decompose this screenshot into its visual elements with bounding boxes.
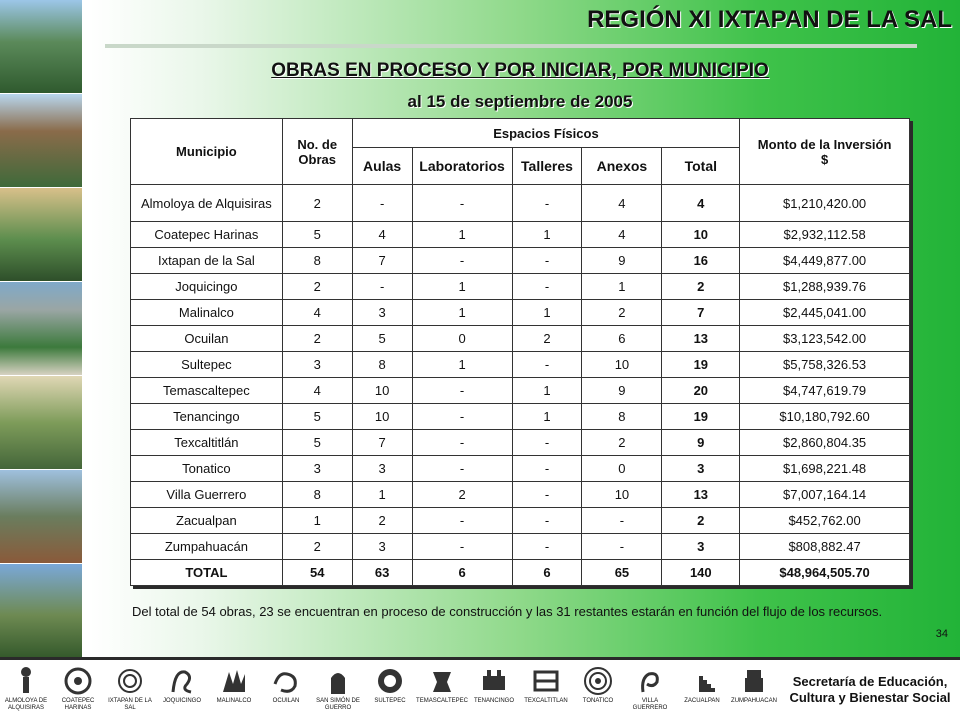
cell-laboratorios: 2: [412, 482, 512, 508]
header-anexos: Anexos: [582, 148, 662, 185]
table-row: [131, 248, 910, 274]
cell-aulas: 3: [352, 534, 412, 560]
table-row: [131, 326, 910, 352]
ixtapan-glyph-icon: [113, 664, 147, 698]
coatepec-glyph-icon: [61, 664, 95, 698]
page-title: OBRAS EN PROCESO Y POR INICIAR, POR MUNICIPIO: [271, 60, 769, 81]
cell-anexos: 1: [582, 274, 662, 300]
cell-talleres: -: [512, 430, 582, 456]
table-row: [131, 456, 910, 482]
municipality-label: SAN SIMÓN DE GUERRO: [316, 698, 360, 711]
cell-anexos: 8: [582, 404, 662, 430]
cell-municipio: Zumpahuacán: [131, 534, 283, 560]
cell-talleres: -: [512, 482, 582, 508]
cell-monto: $1,210,420.00: [740, 185, 910, 222]
secretaria-line2: Cultura y Bienestar Social: [789, 690, 951, 705]
cell-aulas: 8: [352, 352, 412, 378]
san-simon-glyph-icon: [321, 664, 355, 698]
header-laboratorios: Laboratorios: [412, 148, 512, 185]
cell-obras: 4: [282, 378, 352, 404]
cell-monto: $452,762.00: [740, 508, 910, 534]
cell-monto: $48,964,505.70: [740, 560, 910, 586]
landscape-photo: [0, 94, 82, 188]
cell-monto: $10,180,792.60: [740, 404, 910, 430]
page-number: 34: [935, 628, 948, 640]
cell-monto: $2,445,041.00: [740, 300, 910, 326]
cell-talleres: 1: [512, 222, 582, 248]
cell-obras: 3: [282, 456, 352, 482]
region-title: REGIÓN XI IXTAPAN DE LA SAL: [587, 6, 952, 33]
villa-guerrero-glyph-icon: [633, 664, 667, 698]
ocuilan-glyph-icon: [269, 664, 303, 698]
cell-laboratorios: -: [412, 508, 512, 534]
footnote: Del total de 54 obras, 23 se encuentran en proceso de construcción y las 31 restantes estarán en función del flujo de los recursos.: [132, 604, 883, 619]
cell-aulas: -: [352, 185, 412, 222]
cell-obras: 8: [282, 248, 352, 274]
cell-aulas: 4: [352, 222, 412, 248]
cell-monto: $2,860,804.35: [740, 430, 910, 456]
cell-laboratorios: -: [412, 534, 512, 560]
municipality-joquicingo[interactable]: [156, 660, 208, 720]
municipality-coatepec[interactable]: [52, 660, 104, 720]
municipality-label: OCUILAN: [272, 698, 300, 704]
zumpahuacan-glyph-icon: [737, 664, 771, 698]
cell-laboratorios: -: [412, 430, 512, 456]
cell-total: 4: [662, 185, 740, 222]
municipality-label: ZUMPAHUACAN: [731, 698, 777, 704]
cell-monto: $5,758,326.53: [740, 352, 910, 378]
header-total: Total: [662, 148, 740, 185]
municipality-san-simon[interactable]: [312, 660, 364, 720]
municipality-temascaltepec[interactable]: [416, 660, 468, 720]
municipality-icon-bar: [0, 660, 780, 720]
table-row: [131, 300, 910, 326]
landscape-photo-strip: [0, 0, 82, 658]
secretaria-line1: Secretaría de Educación,: [792, 674, 948, 689]
cell-laboratorios: 1: [412, 222, 512, 248]
cell-monto: $4,747,619.79: [740, 378, 910, 404]
municipality-label: VILLA GUERRERO: [632, 698, 668, 711]
cell-aulas: 63: [352, 560, 412, 586]
cell-municipio: TOTAL: [131, 560, 283, 586]
cell-talleres: 1: [512, 300, 582, 326]
cell-talleres: 6: [512, 560, 582, 586]
municipality-label: TENANCINGO: [473, 698, 514, 704]
cell-municipio: Texcaltitlán: [131, 430, 283, 456]
cell-talleres: -: [512, 185, 582, 222]
table-row: [131, 404, 910, 430]
cell-anexos: 4: [582, 185, 662, 222]
cell-monto: $1,288,939.76: [740, 274, 910, 300]
texcaltitlan-glyph-icon: [529, 664, 563, 698]
municipality-almoloya[interactable]: [0, 660, 52, 720]
cell-anexos: -: [582, 508, 662, 534]
cell-anexos: 2: [582, 430, 662, 456]
cell-aulas: 7: [352, 430, 412, 456]
header-municipio: Municipio: [131, 119, 283, 185]
cell-total: 10: [662, 222, 740, 248]
cell-obras: 2: [282, 326, 352, 352]
table-row: [131, 482, 910, 508]
temascaltepec-glyph-icon: [425, 664, 459, 698]
cell-talleres: -: [512, 352, 582, 378]
cell-monto: $4,449,877.00: [740, 248, 910, 274]
cell-talleres: -: [512, 248, 582, 274]
cell-anexos: 65: [582, 560, 662, 586]
cell-total: 2: [662, 508, 740, 534]
municipality-label: ALMOLOYA DE ALQUISIRAS: [4, 698, 48, 711]
cell-anexos: -: [582, 534, 662, 560]
cell-laboratorios: -: [412, 404, 512, 430]
municipality-label: MALINALCO: [216, 698, 252, 704]
cell-obras: 8: [282, 482, 352, 508]
cell-aulas: 3: [352, 300, 412, 326]
cell-anexos: 0: [582, 456, 662, 482]
cell-aulas: 5: [352, 326, 412, 352]
municipality-label: COATEPEC HARINAS: [61, 698, 95, 711]
cell-obras: 1: [282, 508, 352, 534]
municipality-texcaltitlan[interactable]: [520, 660, 572, 720]
cell-anexos: 6: [582, 326, 662, 352]
municipality-sultepec[interactable]: [364, 660, 416, 720]
table-row: [131, 430, 910, 456]
municipality-malinalco[interactable]: [208, 660, 260, 720]
table-row: [131, 508, 910, 534]
municipality-label: ZACUALPAN: [684, 698, 720, 704]
header-divider: [105, 44, 917, 48]
municipality-label: SULTEPEC: [374, 698, 406, 704]
cell-obras: 5: [282, 430, 352, 456]
header-talleres: Talleres: [512, 148, 582, 185]
cell-aulas: 7: [352, 248, 412, 274]
cell-talleres: 1: [512, 378, 582, 404]
landscape-photo: [0, 376, 82, 470]
sultepec-glyph-icon: [373, 664, 407, 698]
tenancingo-glyph-icon: [477, 664, 511, 698]
cell-aulas: 10: [352, 404, 412, 430]
cell-laboratorios: 1: [412, 300, 512, 326]
cell-aulas: 2: [352, 508, 412, 534]
obras-table: [130, 118, 910, 586]
municipality-label: JOQUICINGO: [162, 698, 201, 704]
municipality-zacualpan[interactable]: [676, 660, 728, 720]
cell-anexos: 9: [582, 378, 662, 404]
municipality-label: TEXCALTITLAN: [524, 698, 568, 704]
cell-laboratorios: -: [412, 185, 512, 222]
table-row: [131, 222, 910, 248]
cell-monto: $808,882.47: [740, 534, 910, 560]
total-row: [131, 560, 910, 586]
cell-total: 13: [662, 326, 740, 352]
municipality-ixtapan[interactable]: [104, 660, 156, 720]
table-row: [131, 378, 910, 404]
cell-total: 19: [662, 404, 740, 430]
municipality-tonatico[interactable]: [572, 660, 624, 720]
municipality-label: IXTAPAN DE LA SAL: [108, 698, 152, 711]
zacualpan-glyph-icon: [685, 664, 719, 698]
landscape-photo: [0, 470, 82, 564]
header-monto-label: Monto de la Inversión: [757, 136, 892, 152]
cell-aulas: -: [352, 274, 412, 300]
cell-laboratorios: 1: [412, 352, 512, 378]
cell-obras: 54: [282, 560, 352, 586]
cell-laboratorios: -: [412, 378, 512, 404]
cell-obras: 5: [282, 222, 352, 248]
municipality-villa-guerrero[interactable]: [624, 660, 676, 720]
landscape-photo: [0, 0, 82, 94]
malinalco-glyph-icon: [217, 664, 251, 698]
municipality-label: TEMASCALTEPEC: [416, 698, 468, 704]
cell-aulas: 10: [352, 378, 412, 404]
cell-talleres: -: [512, 456, 582, 482]
cell-anexos: 10: [582, 352, 662, 378]
cell-municipio: Ixtapan de la Sal: [131, 248, 283, 274]
cell-laboratorios: -: [412, 248, 512, 274]
cell-municipio: Temascaltepec: [131, 378, 283, 404]
cell-total: 3: [662, 534, 740, 560]
municipality-label: TONATICO: [582, 698, 614, 704]
cell-laboratorios: 0: [412, 326, 512, 352]
cell-total: 19: [662, 352, 740, 378]
cell-municipio: Zacualpan: [131, 508, 283, 534]
cell-municipio: Coatepec Harinas: [131, 222, 283, 248]
cell-total: 13: [662, 482, 740, 508]
cell-anexos: 4: [582, 222, 662, 248]
cell-talleres: 2: [512, 326, 582, 352]
landscape-photo: [0, 188, 82, 282]
cell-obras: 2: [282, 274, 352, 300]
cell-obras: 3: [282, 352, 352, 378]
cell-monto: $3,123,542.00: [740, 326, 910, 352]
cell-obras: 2: [282, 185, 352, 222]
cell-laboratorios: 6: [412, 560, 512, 586]
table-row: [131, 274, 910, 300]
tonatico-glyph-icon: [581, 664, 615, 698]
cell-talleres: -: [512, 508, 582, 534]
header-monto: [740, 119, 910, 185]
header-espacios-fisicos: Espacios Físicos: [352, 119, 740, 148]
cell-monto: $7,007,164.14: [740, 482, 910, 508]
cell-total: 140: [662, 560, 740, 586]
cell-municipio: Tenancingo: [131, 404, 283, 430]
cell-total: 16: [662, 248, 740, 274]
secretaria-logo: [780, 660, 960, 720]
cell-municipio: Ocuilan: [131, 326, 283, 352]
landscape-photo: [0, 564, 82, 658]
cell-aulas: 3: [352, 456, 412, 482]
cell-municipio: Almoloya de Alquisiras: [131, 185, 283, 222]
cell-obras: 4: [282, 300, 352, 326]
almoloya-glyph-icon: [9, 664, 43, 698]
municipality-tenancingo[interactable]: [468, 660, 520, 720]
cell-total: 3: [662, 456, 740, 482]
cell-total: 7: [662, 300, 740, 326]
cell-anexos: 2: [582, 300, 662, 326]
cell-anexos: 9: [582, 248, 662, 274]
header-no-obras: No. de Obras: [282, 119, 352, 185]
table-row: [131, 534, 910, 560]
cell-municipio: Malinalco: [131, 300, 283, 326]
cell-municipio: Joquicingo: [131, 274, 283, 300]
cell-municipio: Tonatico: [131, 456, 283, 482]
cell-talleres: -: [512, 534, 582, 560]
cell-talleres: 1: [512, 404, 582, 430]
municipality-zumpahuacan[interactable]: [728, 660, 780, 720]
header-aulas: Aulas: [352, 148, 412, 185]
cell-obras: 2: [282, 534, 352, 560]
cell-total: 20: [662, 378, 740, 404]
cell-municipio: Sultepec: [131, 352, 283, 378]
cell-total: 9: [662, 430, 740, 456]
cell-talleres: -: [512, 274, 582, 300]
cell-laboratorios: -: [412, 456, 512, 482]
header-monto-unit: $: [820, 151, 829, 167]
cell-total: 2: [662, 274, 740, 300]
joquicingo-glyph-icon: [165, 664, 199, 698]
municipality-ocuilan[interactable]: [260, 660, 312, 720]
table-row: [131, 352, 910, 378]
cell-aulas: 1: [352, 482, 412, 508]
cell-monto: $2,932,112.58: [740, 222, 910, 248]
cell-monto: $1,698,221.48: [740, 456, 910, 482]
table-row: [131, 185, 910, 222]
landscape-photo: [0, 282, 82, 376]
page-subtitle: al 15 de septiembre de 2005: [407, 92, 633, 111]
cell-laboratorios: 1: [412, 274, 512, 300]
cell-anexos: 10: [582, 482, 662, 508]
cell-municipio: Villa Guerrero: [131, 482, 283, 508]
cell-obras: 5: [282, 404, 352, 430]
